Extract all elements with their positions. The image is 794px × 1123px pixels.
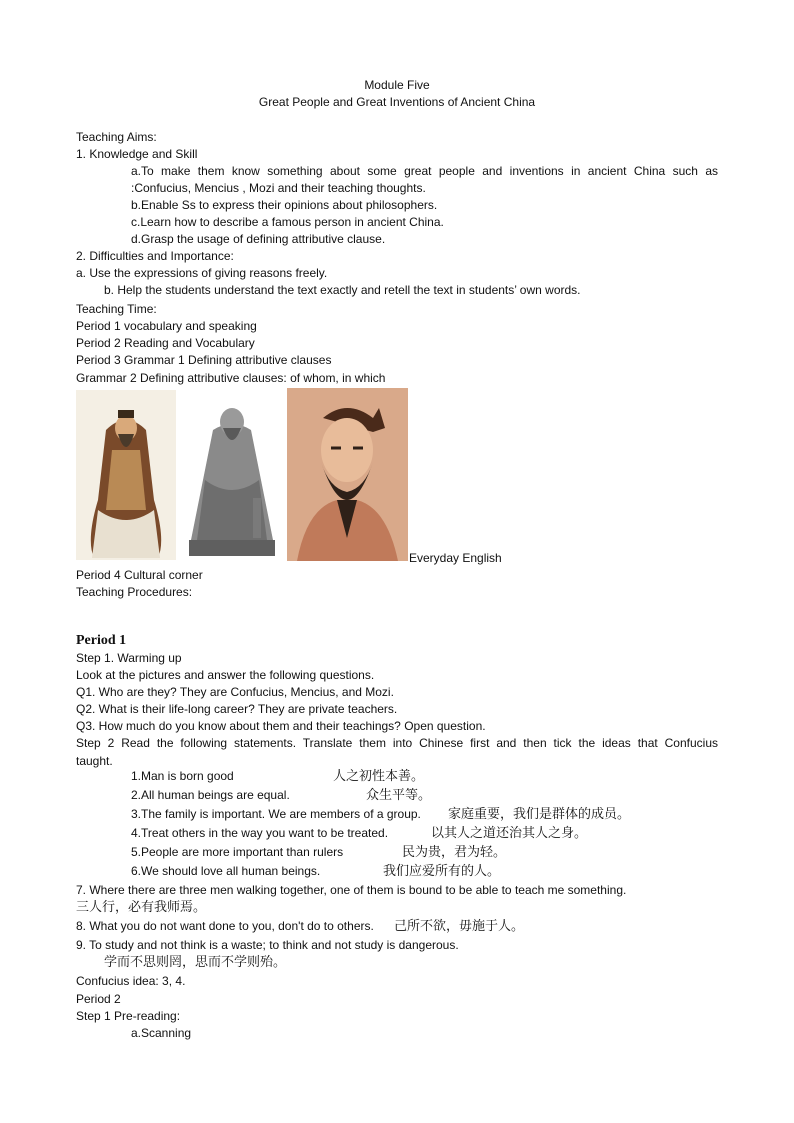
statement-2-zh: 众生平等。 — [366, 787, 432, 802]
statement-9: 9. To study and not think is a waste; to think and not study is dangerous. — [76, 938, 459, 952]
look-instruction: Look at the pictures and answer the following questions. — [76, 668, 375, 682]
aims-section-1: 1. Knowledge and Skill — [76, 147, 198, 161]
period-2-step-1: Step 1 Pre-reading: — [76, 1009, 181, 1023]
difficulty-b: b. Help the students understand the text exactly and retell the text in students’ own words. — [104, 283, 581, 297]
aim-c: c.Learn how to describe a famous person in ancient China. — [131, 215, 444, 229]
procedures-heading: Teaching Procedures: — [76, 585, 193, 599]
grammar-2-line: Grammar 2 Defining attributive clauses: of whom, in which — [76, 371, 386, 385]
statement-1-zh: 人之初性本善。 — [333, 768, 425, 783]
period-1-heading: Period 1 — [76, 633, 127, 648]
mencius-statue-icon — [183, 390, 281, 558]
everyday-english-label: Everyday English — [409, 551, 502, 565]
question-1: Q1. Who are they? They are Confucius, Mencius, and Mozi. — [76, 685, 394, 699]
statement-7: 7. Where there are three men walking together, one of them is bound to be able to teach me something. — [76, 883, 627, 897]
statement-6: 6.We should love all human beings. — [131, 864, 321, 878]
statement-8-zh: 己所不欲，毋施于人。 — [394, 918, 525, 933]
statement-6-zh: 我们应爱所有的人。 — [383, 863, 501, 878]
statement-2: 2.All human beings are equal. — [131, 788, 290, 802]
statement-1: 1.Man is born good — [131, 769, 234, 783]
statement-5: 5.People are more important than rulers — [131, 845, 344, 859]
statement-8: 8. What you do not want done to you, don't do to others. — [76, 919, 374, 933]
question-3: Q3. How much do you know about them and their teachings? Open question. — [76, 719, 486, 733]
period-2-line: Period 2 Reading and Vocabulary — [76, 336, 255, 350]
statement-7-zh: 三人行，必有我师焉。 — [76, 899, 207, 914]
aim-d: d.Grasp the usage of defining attributive clause. — [131, 232, 386, 246]
step-2-line2: taught. — [76, 754, 113, 768]
aims-heading: Teaching Aims: — [76, 130, 157, 144]
period-4-line: Period 4 Cultural corner — [76, 568, 203, 582]
confucius-painting-icon — [76, 390, 176, 560]
period-1-line: Period 1 vocabulary and speaking — [76, 319, 257, 333]
step-2-line1: Step 2 Read the following statements. Translate them into Chinese first and then tick the ideas that Confucius — [76, 736, 718, 750]
statement-9-zh: 学而不思则罔，思而不学则殆。 — [104, 954, 287, 969]
mozi-portrait-icon — [287, 388, 408, 561]
statement-4: 4.Treat others in the way you want to be treated. — [131, 826, 389, 840]
statement-5-zh: 民为贵，君为轻。 — [402, 844, 507, 859]
statement-3: 3.The family is important. We are members of a group. — [131, 807, 421, 821]
statement-3-zh: 家庭重要，我们是群体的成员。 — [448, 806, 631, 821]
aim-b: b.Enable Ss to express their opinions about philosophers. — [131, 198, 438, 212]
page-title: Great People and Great Inventions of Ancient China — [258, 95, 536, 109]
aims-section-2: 2. Difficulties and Importance: — [76, 249, 234, 263]
step-1-warming-up: Step 1. Warming up — [76, 651, 182, 665]
aim-a-line1: a.To make them know something about some great people and inventions in ancient China such as — [131, 164, 718, 178]
difficulty-a: a. Use the expressions of giving reasons freely. — [76, 266, 328, 280]
time-heading: Teaching Time: — [76, 302, 157, 316]
module-label: Module Five — [364, 78, 430, 92]
question-2: Q2. What is their life-long career? They are private teachers. — [76, 702, 398, 716]
scanning-item: a.Scanning — [131, 1026, 192, 1040]
statement-4-zh: 以其人之道还治其人之身。 — [431, 825, 588, 840]
confucius-idea: Confucius idea: 3, 4. — [76, 974, 186, 988]
period-3-line: Period 3 Grammar 1 Defining attributive clauses — [76, 353, 332, 367]
aim-a-line2: :Confucius, Mencius , Mozi and their teaching thoughts. — [131, 181, 426, 195]
period-2-heading: Period 2 — [76, 992, 121, 1006]
